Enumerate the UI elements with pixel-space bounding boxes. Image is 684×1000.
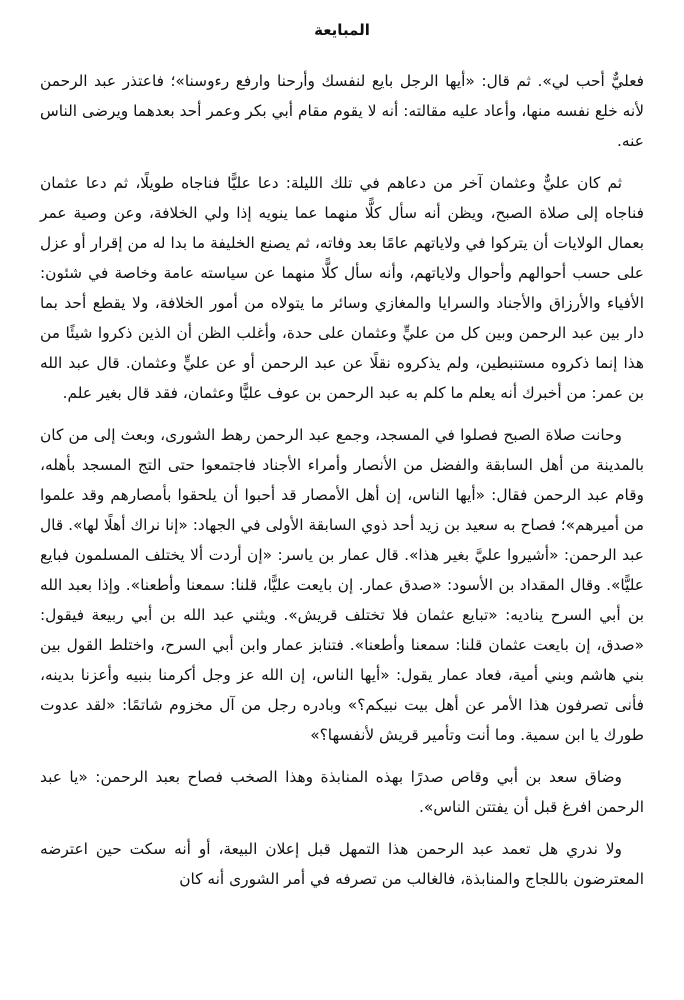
paragraph-1: فعليٌّ أحب لي». ثم قال: «أيها الرجل بايع لنفسك وأرحنا وارفع رءوسنا»؛ فاعتذر عبد الرحمن لأنه خلع نفسه منها، وأعاد عليه مقالته: أنه لا يقوم مقام أبي بكر وعمر أحد بعدهما ويرضى الناس عنه. <box>40 72 644 150</box>
running-header: المبايعة <box>314 21 370 39</box>
paragraph-5: ولا ندري هل تعمد عبد الرحمن هذا التمهل قبل إعلان البيعة، أو أنه سكت حين اعترضه المعترضون باللجاج والمنابذة، فالغالب من تصرفه في أمر الشورى أنه كان <box>40 840 644 888</box>
paragraph-2: ثم كان عليٌّ وعثمان آخر من دعاهم في تلك الليلة: دعا عليًّا فناجاه طويلًا، ثم دعا عثمان فناجاه إلى صلاة الصبح، ويظن أنه سأل كلًّا منهما عما ينويه إذا ولي الخلافة، وعن وصية عمر بعمال الولايات أن يتركوا في ولاياتهم عامًا بعد وفاته، ثم يصنع الخليفة ما بدا له من إقرار أو عزل على حسب أحوالهم وأحوال ولاياتهم، وأنه سأل كلًّا منهما عن سياسته عامة وخاصة في شئون: الأفياء والأرزاق والأجناد والسرايا والمغازي وسائر ما يتولاه من أمور الخلافة، ولا يقطع أحد بما دار بين عبد الرحمن وبين كل من عليٍّ وعثمان على حدة، وأغلب الظن أن الذين ذكروا شيئًا من هذا إنما ذكروه مستنبطين، ولم يذكروه نقلًا عن عبد الرحمن أو عن عليٍّ وعثمان. قال عبد الله بن عمر: من أخبرك أنه يعلم ما كلم به عبد الرحمن بن عوف عليًّا وعثمان، فقد قال بغير علم. <box>40 174 644 402</box>
paragraph-3: وحانت صلاة الصبح فصلوا في المسجد، وجمع عبد الرحمن رهط الشورى، وبعث إلى من كان بالمدينة من أهل السابقة والفضل من الأنصار وأمراء الأجناد فاجتمعوا حتى التج المسجد بأهله، وقام عبد الرحمن فقال: «أيها الناس، إن أهل الأمصار قد أحبوا أن يلحقوا بأمصارهم وقد علموا من أميرهم»؛ فصاح به سعيد بن زيد أحد ذوي السابقة الأولى في الجهاد: «إنا نراك أهلًا لها». قال عبد الرحمن: «أشيروا عليَّ بغير هذا». قال عمار بن ياسر: «إن أردت ألا يختلف المسلمون فبايع عليًّا». وقال المقداد بن الأسود: «صدق عمار. إن بايعت عليًّا، قلنا: سمعنا وأطعنا». وإذا بعبد الله بن أبي السرح يناديه: «تبايع عثمان فلا تختلف قريش». ويثني عبد الله بن أبي ربيعة فيقول: «صدق، إن بايعت عثمان قلنا: سمعنا وأطعنا». فتنابز عمار وابن أبي السرح، واختلط القول بين بني هاشم وبني أمية، فعاد عمار يقول: «أيها الناس، إن الله عز وجل أكرمنا بنبيه وأعزنا بدينه، فأنى تصرفون هذا الأمر عن أهل بيت نبيكم؟» وبادره رجل من آل مخزوم شاتمًا: «لقد عدوت طورك يا ابن سمية. وما أنت وتأمير قريش لأنفسها؟» <box>40 426 644 744</box>
body-text <box>40 66 644 906</box>
paragraph-4: وضاق سعد بن أبي وقاص صدرًا بهذه المنابذة وهذا الصخب فصاح بعبد الرحمن: «يا عبد الرحمن افرغ قبل أن يفتتن الناس». <box>40 768 644 816</box>
